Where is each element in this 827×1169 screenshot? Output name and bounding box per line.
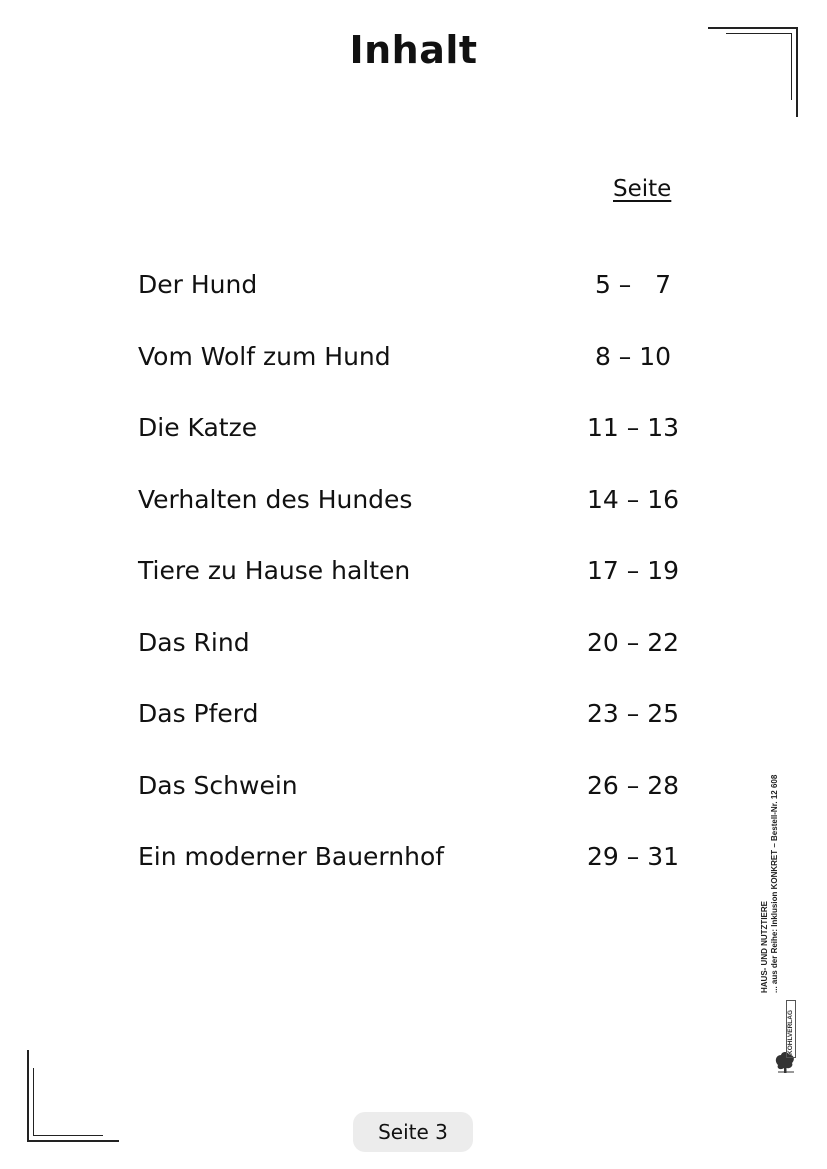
toc-entry-pages: 20 – 22 <box>587 627 680 657</box>
toc-entry[interactable] <box>138 270 673 342</box>
series-order-number: ... aus der Reihe: Inklusion KONKRET – Bestell-Nr. 12 608 <box>770 774 779 993</box>
toc-entry-title: Verhalten des Hundes <box>138 484 413 514</box>
toc-entry-title: Das Pferd <box>138 699 259 728</box>
table-of-contents <box>138 270 680 914</box>
toc-entry[interactable] <box>138 842 680 914</box>
toc-entry[interactable] <box>138 484 680 557</box>
toc-entry[interactable] <box>138 699 680 771</box>
toc-entry-title: Der Hund <box>138 270 258 299</box>
toc-entry-pages: 29 – 31 <box>587 842 680 871</box>
corner-frame-bottom-left-inner <box>33 1068 103 1136</box>
series-title: HAUS- UND NUTZTIERE <box>760 901 769 993</box>
publisher-logo-text: KOHLVERLAG <box>786 1000 796 1058</box>
toc-entry-pages: 14 – 16 <box>587 484 680 514</box>
toc-entry-pages: 26 – 28 <box>587 770 680 800</box>
toc-entry-title: Tiere zu Hause halten <box>138 556 411 585</box>
page-number-badge <box>353 1112 473 1152</box>
toc-entry-pages: 23 – 25 <box>587 699 680 728</box>
toc-entry[interactable] <box>138 413 680 485</box>
toc-entry-title: Ein moderner Bauernhof <box>138 842 445 871</box>
page-number-label: Seite 3 <box>378 1120 448 1144</box>
page-title: Inhalt <box>349 28 478 72</box>
toc-entry[interactable] <box>138 627 680 700</box>
toc-entry-title: Das Rind <box>138 627 250 657</box>
toc-entry-pages: 8 – 10 <box>587 341 672 371</box>
toc-entry-title: Das Schwein <box>138 770 298 800</box>
toc-entry[interactable] <box>138 770 680 843</box>
page-column-label: Seite <box>613 176 672 202</box>
toc-entry-pages: 11 – 13 <box>587 413 680 442</box>
toc-entry-pages: 5 – 7 <box>587 270 672 299</box>
toc-entry-title: Vom Wolf zum Hund <box>138 341 391 371</box>
toc-entry-title: Die Katze <box>138 413 258 442</box>
publication-info <box>760 715 780 1015</box>
toc-entry[interactable] <box>138 556 680 628</box>
toc-entry-pages: 17 – 19 <box>587 556 680 585</box>
toc-entry[interactable] <box>138 342 673 414</box>
